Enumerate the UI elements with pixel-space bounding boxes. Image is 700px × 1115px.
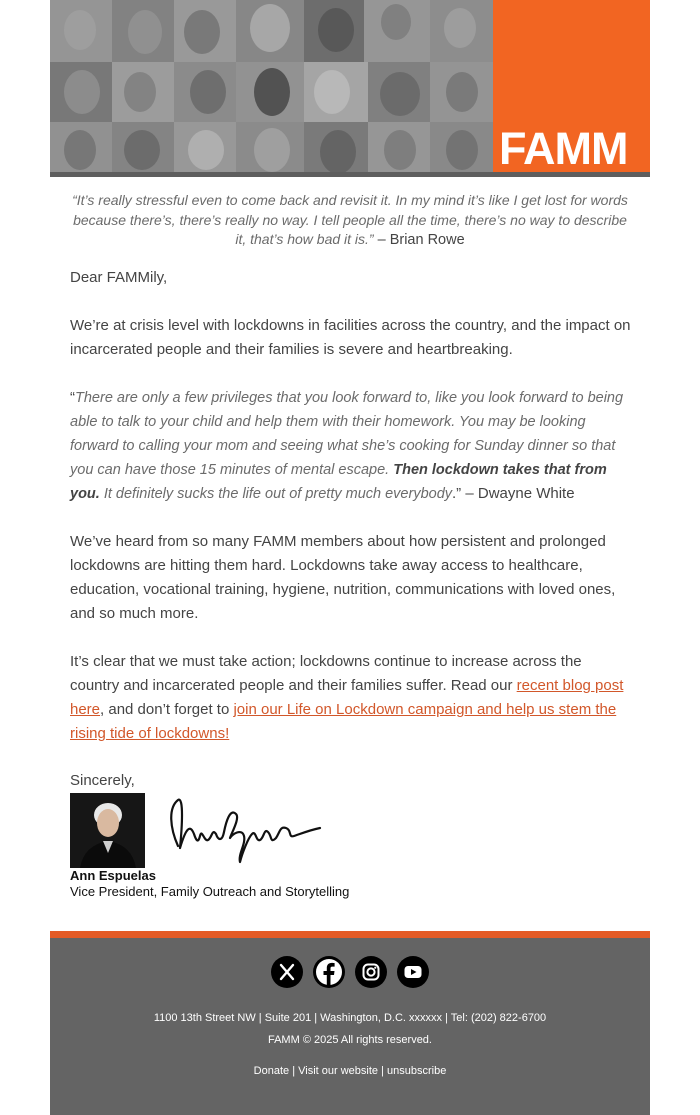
- donate-link[interactable]: Donate: [253, 1065, 290, 1077]
- member-quote-attribution: .” – Dwayne White: [452, 485, 575, 502]
- paragraph-3-middle: , and don’t forget to: [100, 701, 234, 718]
- signer-name: Ann Espuelas: [70, 868, 156, 883]
- paragraph-3: [70, 650, 632, 746]
- paragraph-3-start: It’s clear that we must take action; lockdowns continue to increase across the country and incarcerated people and their families suffer. Read our: [70, 653, 582, 694]
- footer-separator: |: [289, 1065, 299, 1077]
- footer-links: [50, 1065, 650, 1077]
- member-photo-collage: [50, 0, 493, 172]
- featured-quote: [72, 191, 628, 251]
- x-icon[interactable]: [271, 956, 303, 988]
- member-quote-bold: Then lockdown takes that from you.: [70, 462, 607, 502]
- signature-image: [160, 788, 330, 868]
- header-banner: [50, 0, 650, 172]
- header-divider: [50, 172, 650, 177]
- famm-logo[interactable]: [493, 0, 650, 172]
- unsubscribe-link[interactable]: unsubscribe: [387, 1065, 447, 1077]
- blog-post-link[interactable]: recent blog post here: [70, 677, 624, 718]
- paragraph-2: We’ve heard from so many FAMM members about how persistent and prolonged lockdowns are hitting them hard. Lockdowns take away access to healthcare, education, vocational training, hygiene, nutrition, communications with loved ones, and so much more.: [70, 533, 616, 622]
- paragraph-1: We’re at crisis level with lockdowns in facilities across the country, and the impact on incarcerated people and their families is severe and heartbreaking.: [70, 317, 631, 358]
- member-quote-part-2: It definitely sucks the life out of pretty much everybody: [99, 486, 453, 502]
- footer-accent-bar: [50, 931, 650, 938]
- member-quote: [70, 386, 632, 506]
- logo-text: FAMM: [499, 123, 628, 172]
- featured-quote-attribution: – Brian Rowe: [373, 232, 465, 248]
- quote-open-mark: “: [70, 389, 75, 406]
- member-quote-part-1: There are only a few privileges that you look forward to, like you look forward to being able to talk to your child and help them with their homework. You may be looking forward to calling your mom and seeing what she’s cooking for Sunday dinner so that you can have those 15 minutes of mental escape.: [70, 390, 624, 478]
- instagram-icon[interactable]: [355, 956, 387, 988]
- greeting: Dear FAMMily,: [70, 269, 168, 286]
- footer: [50, 938, 650, 1115]
- website-link[interactable]: Visit our website: [298, 1065, 379, 1077]
- closing: Sincerely,: [70, 772, 135, 789]
- facebook-icon[interactable]: [313, 956, 345, 988]
- youtube-icon[interactable]: [397, 956, 429, 988]
- footer-copyright: FAMM © 2025 All rights reserved.: [267, 1034, 432, 1046]
- email-body: [50, 0, 650, 1115]
- footer-separator: |: [378, 1065, 387, 1077]
- signer-headshot: [70, 793, 145, 868]
- footer-address: 1100 13th Street NW | Suite 201 | Washington, D.C. xxxxxx | Tel: (202) 822-6700: [153, 1012, 547, 1024]
- featured-quote-text: “It’s really stressful even to come back and revisit it. In my mind it’s like I get lost for words because there’s, there’s really no way. I tell people all the time, there’s no way to describe it, that’s how bad it is.”: [72, 192, 628, 247]
- campaign-link[interactable]: join our Life on Lockdown campaign and help us stem the rising tide of lockdowns!: [70, 701, 617, 742]
- signer-title: Vice President, Family Outreach and Storytelling: [70, 884, 350, 899]
